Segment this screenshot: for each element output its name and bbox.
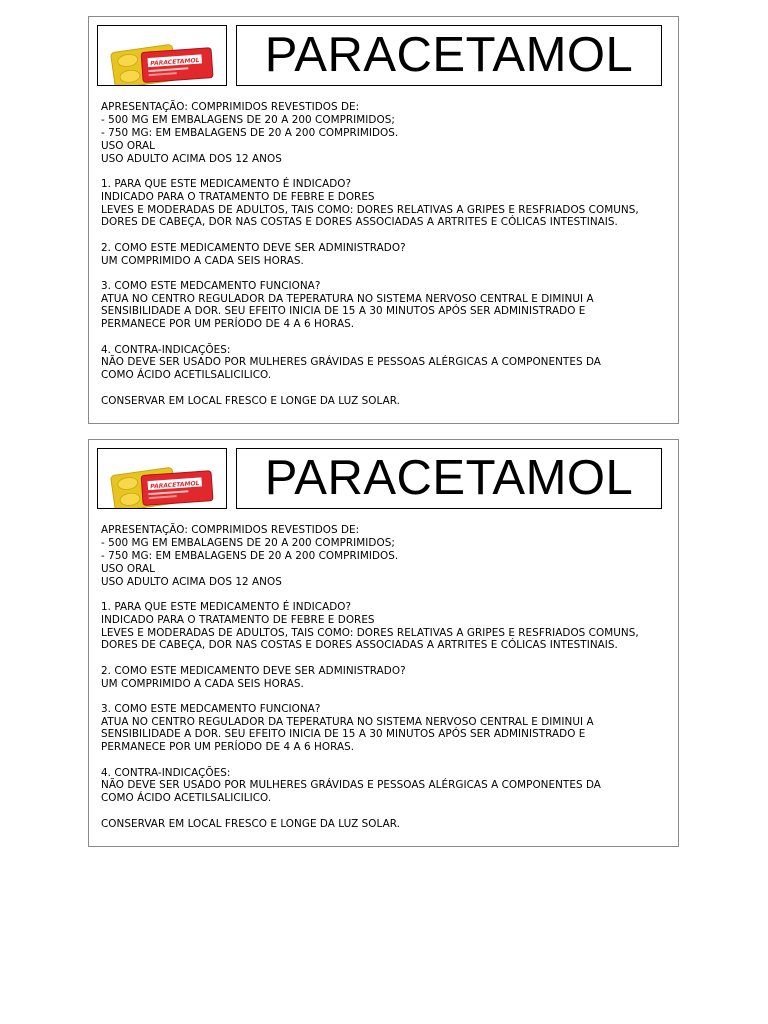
product-image xyxy=(97,448,227,509)
presentation-750mg: - 750 MG: EM EMBALAGENS DE 20 A 200 COMPRIMIDOS. xyxy=(101,126,399,139)
section-4-text: COMO ÁCIDO ACETILSALICILICO. xyxy=(101,792,272,805)
storage-note: CONSERVAR EM LOCAL FRESCO E LONGE DA LUZ SOLAR. xyxy=(101,817,400,830)
medicine-pack-icon xyxy=(98,449,227,509)
section-4-text: NÃO DEVE SER USADO POR MULHERES GRÁVIDAS E PESSOAS ALÉRGICAS A COMPONENTES DA xyxy=(101,779,601,792)
usage-age: USO ADULTO ACIMA DOS 12 ANOS xyxy=(101,575,282,588)
medication-label-card xyxy=(88,16,679,424)
section-3-text: ATUA NO CENTRO REGULADOR DA TEPERATURA NO SISTEMA NERVOSO CENTRAL E DIMINUI A xyxy=(101,715,594,728)
section-3-heading: 3. COMO ESTE MEDCAMENTO FUNCIONA? xyxy=(101,279,321,292)
section-1-text: LEVES E MODERADAS DE ADULTOS, TAIS COMO: DORES RELATIVAS A GRIPES E RESFRIADOS COMUNS, xyxy=(101,626,639,639)
section-3-text: SENSIBILIDADE A DOR. SEU EFEITO INICIA DE 15 A 30 MINUTOS APÓS SER ADMINISTRADO E xyxy=(101,728,586,741)
presentation-750mg: - 750 MG: EM EMBALAGENS DE 20 A 200 COMPRIMIDOS. xyxy=(101,549,399,562)
section-3-text: PERMANECE POR UM PERÍODO DE 4 A 6 HORAS. xyxy=(101,741,355,754)
section-1-text: INDICADO PARA O TRATAMENTO DE FEBRE E DORES xyxy=(101,190,375,203)
product-image xyxy=(97,25,227,86)
usage-route: USO ORAL xyxy=(101,562,155,575)
section-1-text: LEVES E MODERADAS DE ADULTOS, TAIS COMO: DORES RELATIVAS A GRIPES E RESFRIADOS COMUNS, xyxy=(101,203,639,216)
section-1-heading: 1. PARA QUE ESTE MEDICAMENTO É INDICADO? xyxy=(101,177,352,190)
presentation-500mg: - 500 MG EM EMBALAGENS DE 20 A 200 COMPRIMIDOS; xyxy=(101,536,395,549)
section-2-heading: 2. COMO ESTE MEDICAMENTO DEVE SER ADMINISTRADO? xyxy=(101,241,406,254)
medicine-pack-icon xyxy=(98,26,227,86)
section-3-text: PERMANECE POR UM PERÍODO DE 4 A 6 HORAS. xyxy=(101,318,355,331)
section-1-text: DORES DE CABEÇA, DOR NAS COSTAS E DORES ASSOCIADAS A ARTRITES E CÓLICAS INTESTINAIS. xyxy=(101,216,618,229)
pack-brand-text: PARACETAMOL xyxy=(150,480,200,491)
label-text xyxy=(101,101,673,407)
storage-note: CONSERVAR EM LOCAL FRESCO E LONGE DA LUZ SOLAR. xyxy=(101,394,400,407)
product-title: PARACETAMOL xyxy=(264,451,634,505)
usage-age: USO ADULTO ACIMA DOS 12 ANOS xyxy=(101,152,282,165)
presentation-heading: APRESENTAÇÃO: COMPRIMIDOS REVESTIDOS DE: xyxy=(101,524,360,536)
section-2-heading: 2. COMO ESTE MEDICAMENTO DEVE SER ADMINISTRADO? xyxy=(101,664,406,677)
section-3-text: ATUA NO CENTRO REGULADOR DA TEPERATURA NO SISTEMA NERVOSO CENTRAL E DIMINUI A xyxy=(101,292,594,305)
section-3-text: SENSIBILIDADE A DOR. SEU EFEITO INICIA DE 15 A 30 MINUTOS APÓS SER ADMINISTRADO E xyxy=(101,305,586,318)
title-box xyxy=(236,25,662,86)
section-3-heading: 3. COMO ESTE MEDCAMENTO FUNCIONA? xyxy=(101,702,321,715)
section-4-heading: 4. CONTRA-INDICAÇÕES: xyxy=(101,766,231,779)
section-4-text: NÃO DEVE SER USADO POR MULHERES GRÁVIDAS E PESSOAS ALÉRGICAS A COMPONENTES DA xyxy=(101,356,601,369)
section-1-text: DORES DE CABEÇA, DOR NAS COSTAS E DORES ASSOCIADAS A ARTRITES E CÓLICAS INTESTINAIS. xyxy=(101,639,618,652)
section-2-text: UM COMPRIMIDO A CADA SEIS HORAS. xyxy=(101,254,304,267)
label-text xyxy=(101,524,673,830)
section-2-text: UM COMPRIMIDO A CADA SEIS HORAS. xyxy=(101,677,304,690)
section-1-heading: 1. PARA QUE ESTE MEDICAMENTO É INDICADO? xyxy=(101,600,352,613)
medication-label-card xyxy=(88,439,679,847)
pack-brand-text: PARACETAMOL xyxy=(150,57,200,68)
presentation-heading: APRESENTAÇÃO: COMPRIMIDOS REVESTIDOS DE: xyxy=(101,101,360,113)
title-box xyxy=(236,448,662,509)
usage-route: USO ORAL xyxy=(101,139,155,152)
section-4-text: COMO ÁCIDO ACETILSALICILICO. xyxy=(101,369,272,382)
product-title: PARACETAMOL xyxy=(264,28,634,82)
presentation-500mg: - 500 MG EM EMBALAGENS DE 20 A 200 COMPRIMIDOS; xyxy=(101,113,395,126)
section-1-text: INDICADO PARA O TRATAMENTO DE FEBRE E DORES xyxy=(101,613,375,626)
section-4-heading: 4. CONTRA-INDICAÇÕES: xyxy=(101,343,231,356)
